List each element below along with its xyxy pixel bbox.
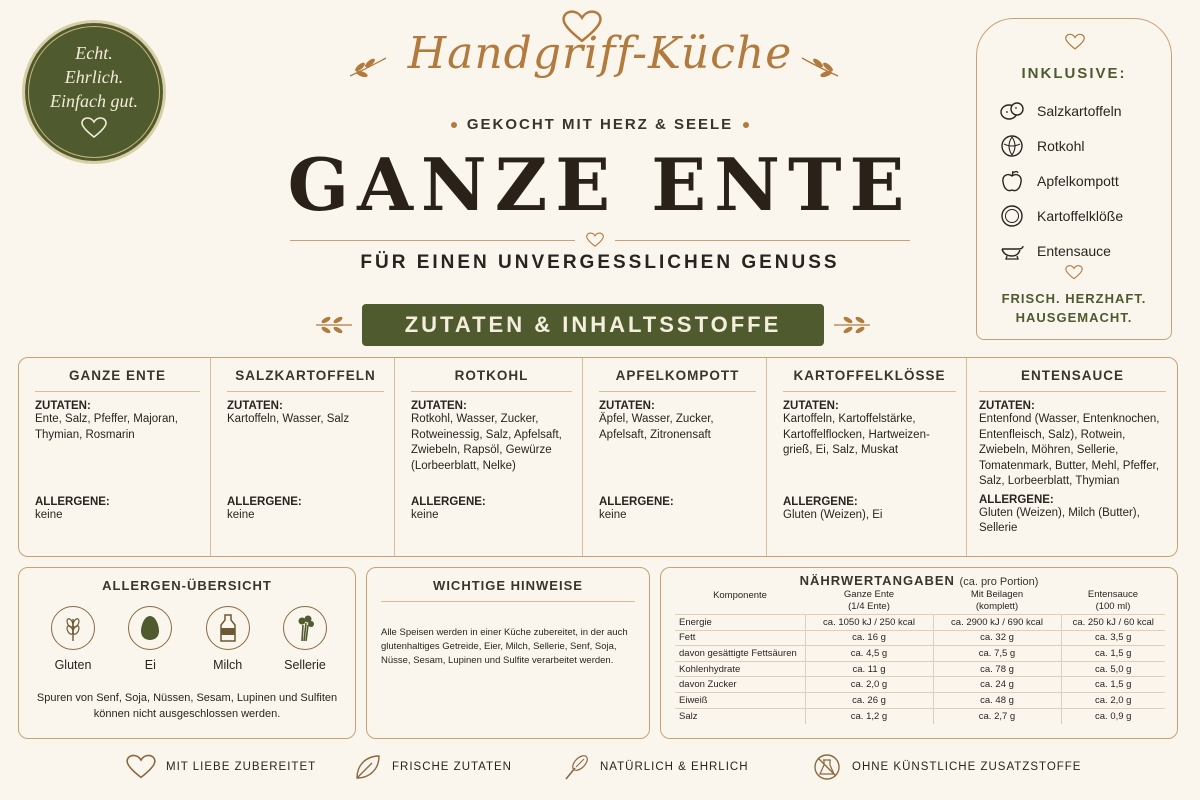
row-label: davon gesättigte Fettsäuren	[675, 646, 805, 662]
inklusive-title: INKLUSIVE:	[1021, 65, 1127, 82]
tagline-text: GEKOCHT MIT HERZ & SEELE	[466, 116, 734, 133]
column-header-text: Entensauce	[1087, 589, 1139, 600]
table-cell: ca. 2,0 g	[805, 677, 933, 693]
section-banner: ZUTATEN & INHALTSSTOFFE	[362, 304, 824, 346]
column-title: GANZE ENTE	[35, 366, 200, 392]
panel-title	[661, 573, 1177, 588]
potato-icon	[999, 98, 1025, 124]
dumpling-icon	[999, 203, 1025, 229]
wheat-icon	[60, 613, 86, 643]
heart-icon	[586, 232, 604, 253]
allergene-label: ALLERGENE:	[599, 496, 674, 508]
nutrition-panel	[660, 567, 1178, 739]
ingredient-column	[19, 358, 211, 556]
table-cell: ca. 1,5 g	[1061, 646, 1165, 662]
allergen-label: Gluten	[54, 658, 92, 672]
column-header-subtext: (1/4 Ente)	[848, 601, 890, 612]
seal-line-3: Einfach gut.	[50, 91, 138, 111]
allergene-block	[35, 496, 200, 524]
list-item	[999, 233, 1169, 268]
table-cell: ca. 16 g	[805, 630, 933, 646]
no-additives-icon	[812, 752, 842, 782]
celery-icon	[292, 613, 318, 643]
table-cell: ca. 2900 kJ / 690 kcal	[933, 615, 1061, 631]
allergene-block	[599, 496, 756, 524]
inklusive-list	[999, 93, 1169, 268]
ingredients-table	[18, 357, 1178, 557]
zutaten-text: Kartoffeln, Wasser, Salz	[227, 413, 350, 425]
table-cell: ca. 24 g	[933, 677, 1061, 693]
inklusive-footer-line-2: HAUSGEMACHT.	[1015, 310, 1133, 325]
table-cell: ca. 5,0 g	[1061, 661, 1165, 677]
table-row	[675, 630, 1165, 646]
table-cell: ca. 3,5 g	[1061, 630, 1165, 646]
column-title: APFELKOMPOTT	[599, 366, 756, 392]
table-header-row	[675, 588, 1165, 615]
ingredient-column	[967, 358, 1176, 556]
table-cell: ca. 78 g	[933, 661, 1061, 677]
table-cell: ca. 1,5 g	[1061, 677, 1165, 693]
nutrition-title: NÄHRWERTANGABEN	[799, 573, 955, 588]
column-header-subtext: (komplett)	[975, 601, 1019, 612]
footer-item	[562, 752, 749, 782]
hints-text: Alle Speisen werden in einer Küche zubereitet, in der auch glutenhaltiges Getreide, Eier, Milch, Sellerie, Senf, Soja, Nüsse, Sesam, Lupinen und Sulfite verarbeitet werden.	[381, 627, 628, 666]
footer-item	[354, 752, 512, 782]
list-item-label: Entensauce	[1037, 242, 1111, 259]
row-label: davon Zucker	[675, 677, 805, 693]
panel-title: ALLERGEN-ÜBERSICHT	[102, 578, 272, 593]
allergene-text: keine	[35, 509, 63, 521]
zutaten-label: ZUTATEN:	[979, 400, 1035, 412]
footer-label: NATÜRLICH & EHRLICH	[600, 761, 749, 773]
allergene-text: keine	[599, 509, 627, 521]
allergen-label: Ei	[144, 658, 156, 672]
footer-item	[812, 752, 1081, 782]
milk-bottle-icon	[218, 613, 238, 643]
egg-icon	[138, 614, 162, 642]
table-row	[675, 615, 1165, 631]
row-label: Eiweiß	[675, 692, 805, 708]
list-item-label: Rotkohl	[1037, 137, 1085, 154]
zutaten-label: ZUTATEN:	[411, 400, 467, 412]
allergene-text: Gluten (Weizen), Milch (Butter), Sellerie	[979, 506, 1140, 534]
column-title: SALZKARTOFFELN	[227, 366, 384, 392]
table-cell: ca. 4,5 g	[805, 646, 933, 662]
allergene-text: keine	[411, 509, 439, 521]
allergen-item	[116, 606, 184, 672]
zutaten-label: ZUTATEN:	[783, 400, 839, 412]
brand-name: Handgriff-Küche	[407, 28, 793, 79]
zutaten-text: Rotkohl, Wasser, Zucker, Rotweinessig, Salz, Apfelsaft, Zwiebeln, Rapsöl, Gewürze (Lorbeerblatt, Nelke)	[411, 413, 562, 472]
allergene-text: keine	[227, 509, 255, 521]
dot-ornament	[451, 122, 457, 128]
column-header	[805, 588, 933, 615]
list-item	[999, 93, 1169, 128]
column-header-text: Ganze Ente	[843, 589, 895, 600]
table-row	[675, 677, 1165, 693]
row-label: Fett	[675, 630, 805, 646]
table-cell: ca. 48 g	[933, 692, 1061, 708]
cabbage-icon	[999, 133, 1025, 159]
table-cell: ca. 1,2 g	[805, 708, 933, 724]
table-cell: ca. 2,0 g	[1061, 692, 1165, 708]
column-title: KARTOFFELKLÖSSE	[783, 366, 956, 392]
allergene-text: Gluten (Weizen), Ei	[783, 509, 883, 521]
inklusive-box	[976, 18, 1172, 340]
zutaten-label: ZUTATEN:	[599, 400, 655, 412]
allergen-item	[271, 606, 339, 672]
column-title: ROTKOHL	[411, 366, 572, 392]
column-header-text: Komponente	[713, 590, 767, 601]
apple-icon	[999, 168, 1025, 194]
allergene-label: ALLERGENE:	[783, 496, 858, 508]
ingredient-column	[395, 358, 583, 556]
table-cell: ca. 250 kJ / 60 kcal	[1061, 615, 1165, 631]
list-item-label: Kartoffelklöße	[1037, 207, 1124, 224]
list-item	[999, 198, 1169, 233]
seal-line-2: Ehrlich.	[64, 67, 124, 87]
page-title: GANZE ENTE	[287, 142, 913, 227]
allergene-label: ALLERGENE:	[227, 496, 302, 508]
allergen-icons	[39, 606, 339, 672]
inklusive-footer	[977, 289, 1171, 327]
tagline	[300, 116, 900, 133]
column-header-subtext: (100 ml)	[1095, 601, 1131, 612]
table-cell: ca. 32 g	[933, 630, 1061, 646]
allergene-label: ALLERGENE:	[411, 496, 486, 508]
row-label: Kohlenhydrate	[675, 661, 805, 677]
heart-icon	[25, 117, 163, 145]
nutrition-table	[675, 588, 1165, 724]
table-row	[675, 661, 1165, 677]
table-cell: ca. 1050 kJ / 250 kcal	[805, 615, 933, 631]
allergen-overview-panel	[18, 567, 356, 739]
zutaten-text: Äpfel, Wasser, Zucker, Apfelsaft, Zitronensaft	[599, 413, 714, 441]
heart-icon	[1065, 33, 1085, 56]
footer-item	[126, 752, 316, 782]
allergen-label: Sellerie	[284, 658, 326, 672]
table-cell: ca. 11 g	[805, 661, 933, 677]
allergene-block	[411, 496, 572, 524]
quality-seal	[22, 20, 166, 164]
heart-icon	[1065, 265, 1083, 285]
ingredient-column	[767, 358, 967, 556]
allergen-item	[194, 606, 262, 672]
column-header	[675, 588, 805, 615]
zutaten-label: ZUTATEN:	[227, 400, 283, 412]
column-header-text: Mit Beilagen	[970, 589, 1024, 600]
zutaten-label: ZUTATEN:	[35, 400, 91, 412]
column-title: ENTENSAUCE	[979, 366, 1166, 392]
inklusive-footer-line-1: FRISCH. HERZHAFT.	[1001, 291, 1147, 306]
allergene-block	[227, 496, 384, 524]
allergene-block	[783, 496, 956, 524]
footer-label: MIT LIEBE ZUBEREITET	[166, 761, 317, 773]
zutaten-text: Entenfond (Wasser, Entenknochen, Entenfleisch, Salz), Rotwein, Zwiebeln, Möhren, Sellerie, Tomatenmark, Butter, Mehl, Pfeffer, Salz, Lorbeerblatt, Thymian	[979, 413, 1160, 487]
table-cell: ca. 26 g	[805, 692, 933, 708]
nutrition-title-note: (ca. pro Portion)	[959, 576, 1039, 588]
table-cell: ca. 0,9 g	[1061, 708, 1165, 724]
footer-label: FRISCHE ZUTATEN	[392, 761, 512, 773]
column-header	[933, 588, 1061, 615]
whisk-icon	[562, 753, 590, 781]
footer-bar	[0, 752, 1200, 782]
heart-icon	[126, 754, 156, 780]
allergen-label: Milch	[213, 658, 243, 672]
subtitle: FÜR EINEN UNVERGESSLICHEN GENUSS	[360, 252, 840, 273]
allergen-item	[39, 606, 107, 672]
allergen-note: Spuren von Senf, Soja, Nüssen, Sesam, Lupinen und Sulfiten können nicht ausgeschlossen werden.	[36, 692, 338, 720]
dot-ornament	[743, 122, 749, 128]
laurel-right-icon	[832, 312, 872, 343]
divider-line	[290, 240, 575, 241]
table-cell: ca. 7,5 g	[933, 646, 1061, 662]
divider-line	[615, 240, 910, 241]
ingredient-column	[211, 358, 395, 556]
table-row	[675, 692, 1165, 708]
list-item-label: Salzkartoffeln	[1037, 102, 1122, 119]
panel-title: WICHTIGE HINWEISE	[381, 578, 635, 602]
row-label: Energie	[675, 615, 805, 631]
table-row	[675, 646, 1165, 662]
column-header	[1061, 588, 1165, 615]
list-item-label: Apfelkompott	[1037, 172, 1119, 189]
zutaten-text: Ente, Salz, Pfeffer, Majoran, Thymian, Rosmarin	[35, 413, 178, 441]
allergene-label: ALLERGENE:	[35, 496, 110, 508]
ingredient-column	[583, 358, 767, 556]
allergene-label: ALLERGENE:	[979, 493, 1054, 506]
list-item	[999, 163, 1169, 198]
laurel-left-icon	[314, 312, 354, 343]
gravy-boat-icon	[999, 238, 1025, 264]
seal-line-1: Echt.	[75, 43, 113, 63]
table-row	[675, 708, 1165, 724]
row-label: Salz	[675, 708, 805, 724]
leaf-icon	[354, 753, 382, 781]
zutaten-text: Kartoffeln, Kartoffelstärke, Kartoffelflocken, Hartweizen-grieß, Ei, Salz, Muskat	[783, 413, 930, 456]
list-item	[999, 128, 1169, 163]
table-cell: ca. 2,7 g	[933, 708, 1061, 724]
hints-panel	[366, 567, 650, 739]
footer-label: OHNE KÜNSTLICHE ZUSATZSTOFFE	[852, 761, 1082, 773]
